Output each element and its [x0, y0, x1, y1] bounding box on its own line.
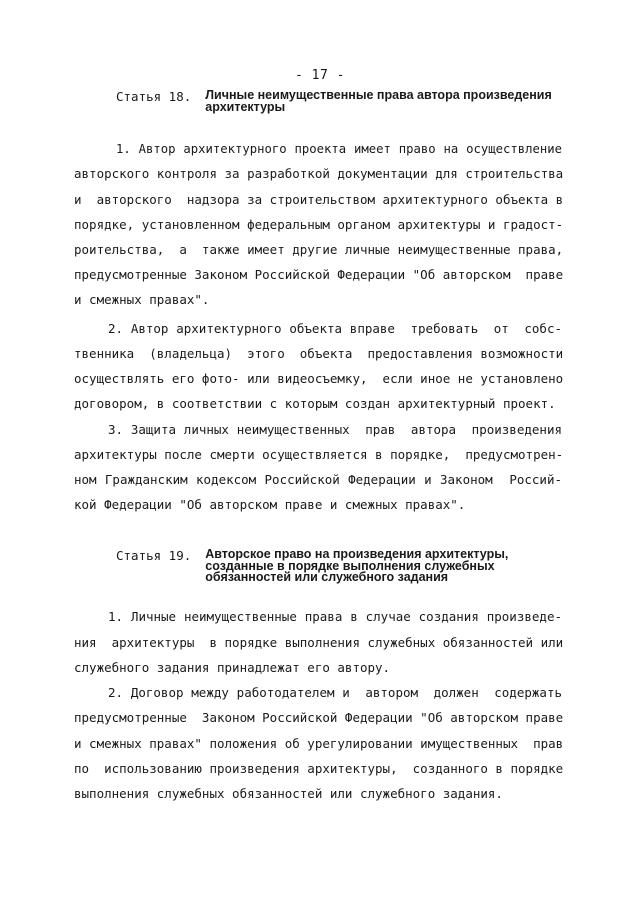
text-line: осуществлять его фото- или видеосъемку, если иное не установлено — [74, 371, 564, 386]
article-19-label: Статья 19. — [116, 548, 192, 563]
text-line: и смежных правах" положения об урегулировании имущественных прав — [74, 736, 564, 751]
text-line: 1. Личные неимущественные права в случае создания произведе- — [108, 609, 562, 624]
text-line: порядке, установленном федеральным органом архитектуры и градост- — [74, 217, 564, 232]
text-line: авторского контроля за разработкой документации для строительства — [74, 166, 564, 181]
text-line: 2. Автор архитектурного объекта вправе требовать от собс- — [108, 321, 562, 336]
text-line: предусмотренные Законом Российской Федерации "Об авторском праве — [74, 710, 564, 725]
text-line: ния архитектуры в порядке выполнения служебных обязанностей или — [74, 635, 564, 650]
text-line: твенника (владельца) этого объекта предоставления возможности — [74, 346, 564, 361]
text-line: предусмотренные Законом Российской Федерации "Об авторском праве — [74, 267, 564, 282]
page-number: - 17 - — [295, 68, 345, 83]
article-19-title: Авторское право на произведения архитектуры, созданные в порядке выполнения служебных обязанностей или служебного задания — [205, 547, 509, 584]
article-19-heading — [116, 549, 545, 584]
text-line: 2. Договор между работодателем и автором должен содержать — [108, 685, 562, 700]
text-line: архитектуры после смерти осуществляется в порядке, предусмотрен- — [74, 447, 564, 462]
text-line: и авторского надзора за строительством архитектурного объекта в — [74, 192, 564, 207]
article-18-title: Личные неимущественные права автора произведения архитектуры — [205, 88, 552, 114]
text-line: по использованию произведения архитектуры, созданного в порядке — [74, 761, 564, 776]
text-line: выполнения служебных обязанностей или служебного задания. — [74, 786, 503, 801]
article-18-heading — [116, 90, 565, 113]
text-line: 3. Защита личных неимущественных прав автора произведения — [108, 422, 562, 437]
text-line: кой Федерации "Об авторском праве и смежных правах". — [74, 497, 466, 512]
text-line: и смежных правах". — [74, 292, 210, 307]
text-line: ном Гражданским кодексом Российской Федерации и Законом Россий- — [74, 472, 562, 487]
article-18-label: Статья 18. — [116, 89, 192, 104]
text-line: служебного задания принадлежат его автору. — [74, 660, 391, 675]
text-line: роительства, а также имеет другие личные неимущественные права, — [74, 242, 564, 257]
text-line: договором, в соответствии с которым создан архитектурный проект. — [74, 396, 556, 411]
text-line: 1. Автор архитектурного проекта имеет право на осуществление — [116, 142, 562, 156]
